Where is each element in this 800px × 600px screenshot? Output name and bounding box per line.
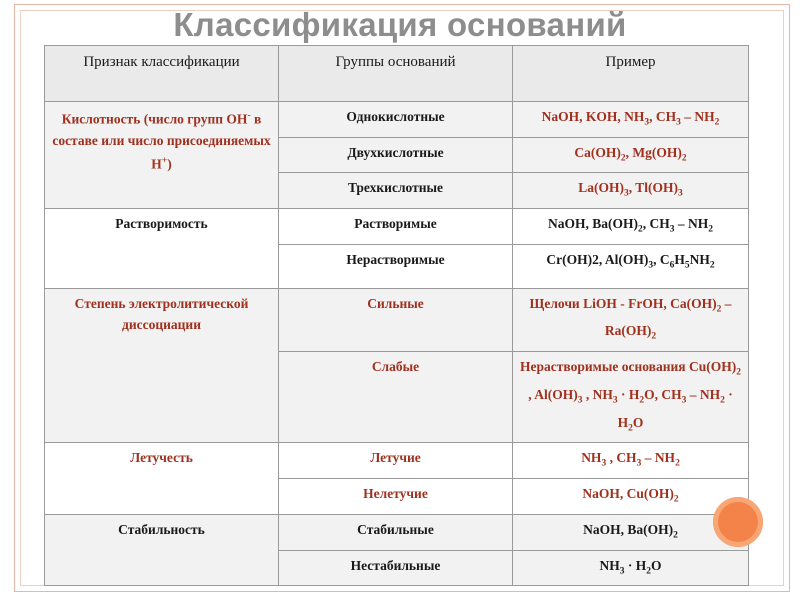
criterion-solubility: Растворимость bbox=[45, 209, 279, 289]
header-groups: Группы оснований bbox=[279, 46, 513, 102]
example-cell: NaOH, $Ba(OH)_2$, $CH_3 - NH_2$ bbox=[513, 209, 749, 245]
example-cell: $La(OH)_3$, $Tl(OH)_3$ bbox=[513, 173, 749, 209]
example-cell: Нерастворимые основания $Cu(OH)_2$ , $Al(OH)_3$ , $NH_3 \cdot H_2O$, $CH_3 - NH_2 \cdot H_2O$ bbox=[513, 352, 749, 443]
group-cell: Однокислотные bbox=[279, 102, 513, 138]
example-cell: NaOH, $Cu(OH)_2$ bbox=[513, 478, 749, 514]
group-cell: Растворимые bbox=[279, 209, 513, 245]
decorative-circle-icon bbox=[713, 497, 763, 547]
table-row bbox=[45, 288, 749, 351]
example-cell: NaOH, $Ba(OH)_2$ bbox=[513, 514, 749, 550]
table-row bbox=[45, 209, 749, 245]
group-cell: Нерастворимые bbox=[279, 244, 513, 288]
table-header-row bbox=[45, 46, 749, 102]
group-cell: Трехкислотные bbox=[279, 173, 513, 209]
classification-table bbox=[44, 45, 749, 586]
example-cell: $NH_3$ , $CH_3 - NH_2$ bbox=[513, 443, 749, 479]
slide-title: Классификация оснований bbox=[173, 6, 627, 43]
table-row bbox=[45, 514, 749, 550]
header-example: Пример bbox=[513, 46, 749, 102]
group-cell: Летучие bbox=[279, 443, 513, 479]
group-cell: Сильные bbox=[279, 288, 513, 351]
group-cell: Двухкислотные bbox=[279, 137, 513, 173]
example-cell: NaOH, KOH, $NH_3$, $CH_3 - NH_2$ bbox=[513, 102, 749, 138]
example-cell: $NH_3 \cdot H_2O$ bbox=[513, 550, 749, 586]
example-cell: $Ca(OH)_2$, $Mg(OH)_2$ bbox=[513, 137, 749, 173]
criterion-stability: Стабильность bbox=[45, 514, 279, 586]
header-criterion: Признак классификации bbox=[45, 46, 279, 102]
table-row bbox=[45, 443, 749, 479]
group-cell: Нелетучие bbox=[279, 478, 513, 514]
criterion-acidity: Кислотность (число групп OH- в составе или число присоединяемых H+) bbox=[45, 102, 279, 209]
criterion-volatility: Летучесть bbox=[45, 443, 279, 514]
criterion-dissociation: Степень электролитической диссоциации bbox=[45, 288, 279, 442]
example-cell: Щелочи LiOH - FrOH, $Ca(OH)_2$ $-Ra(OH)_2$ bbox=[513, 288, 749, 351]
table-row bbox=[45, 102, 749, 138]
group-cell: Слабые bbox=[279, 352, 513, 443]
group-cell: Нестабильные bbox=[279, 550, 513, 586]
group-cell: Стабильные bbox=[279, 514, 513, 550]
example-cell: Cr(OH)2, $Al(OH)_3$, $C_6H_5NH_2$ bbox=[513, 244, 749, 288]
